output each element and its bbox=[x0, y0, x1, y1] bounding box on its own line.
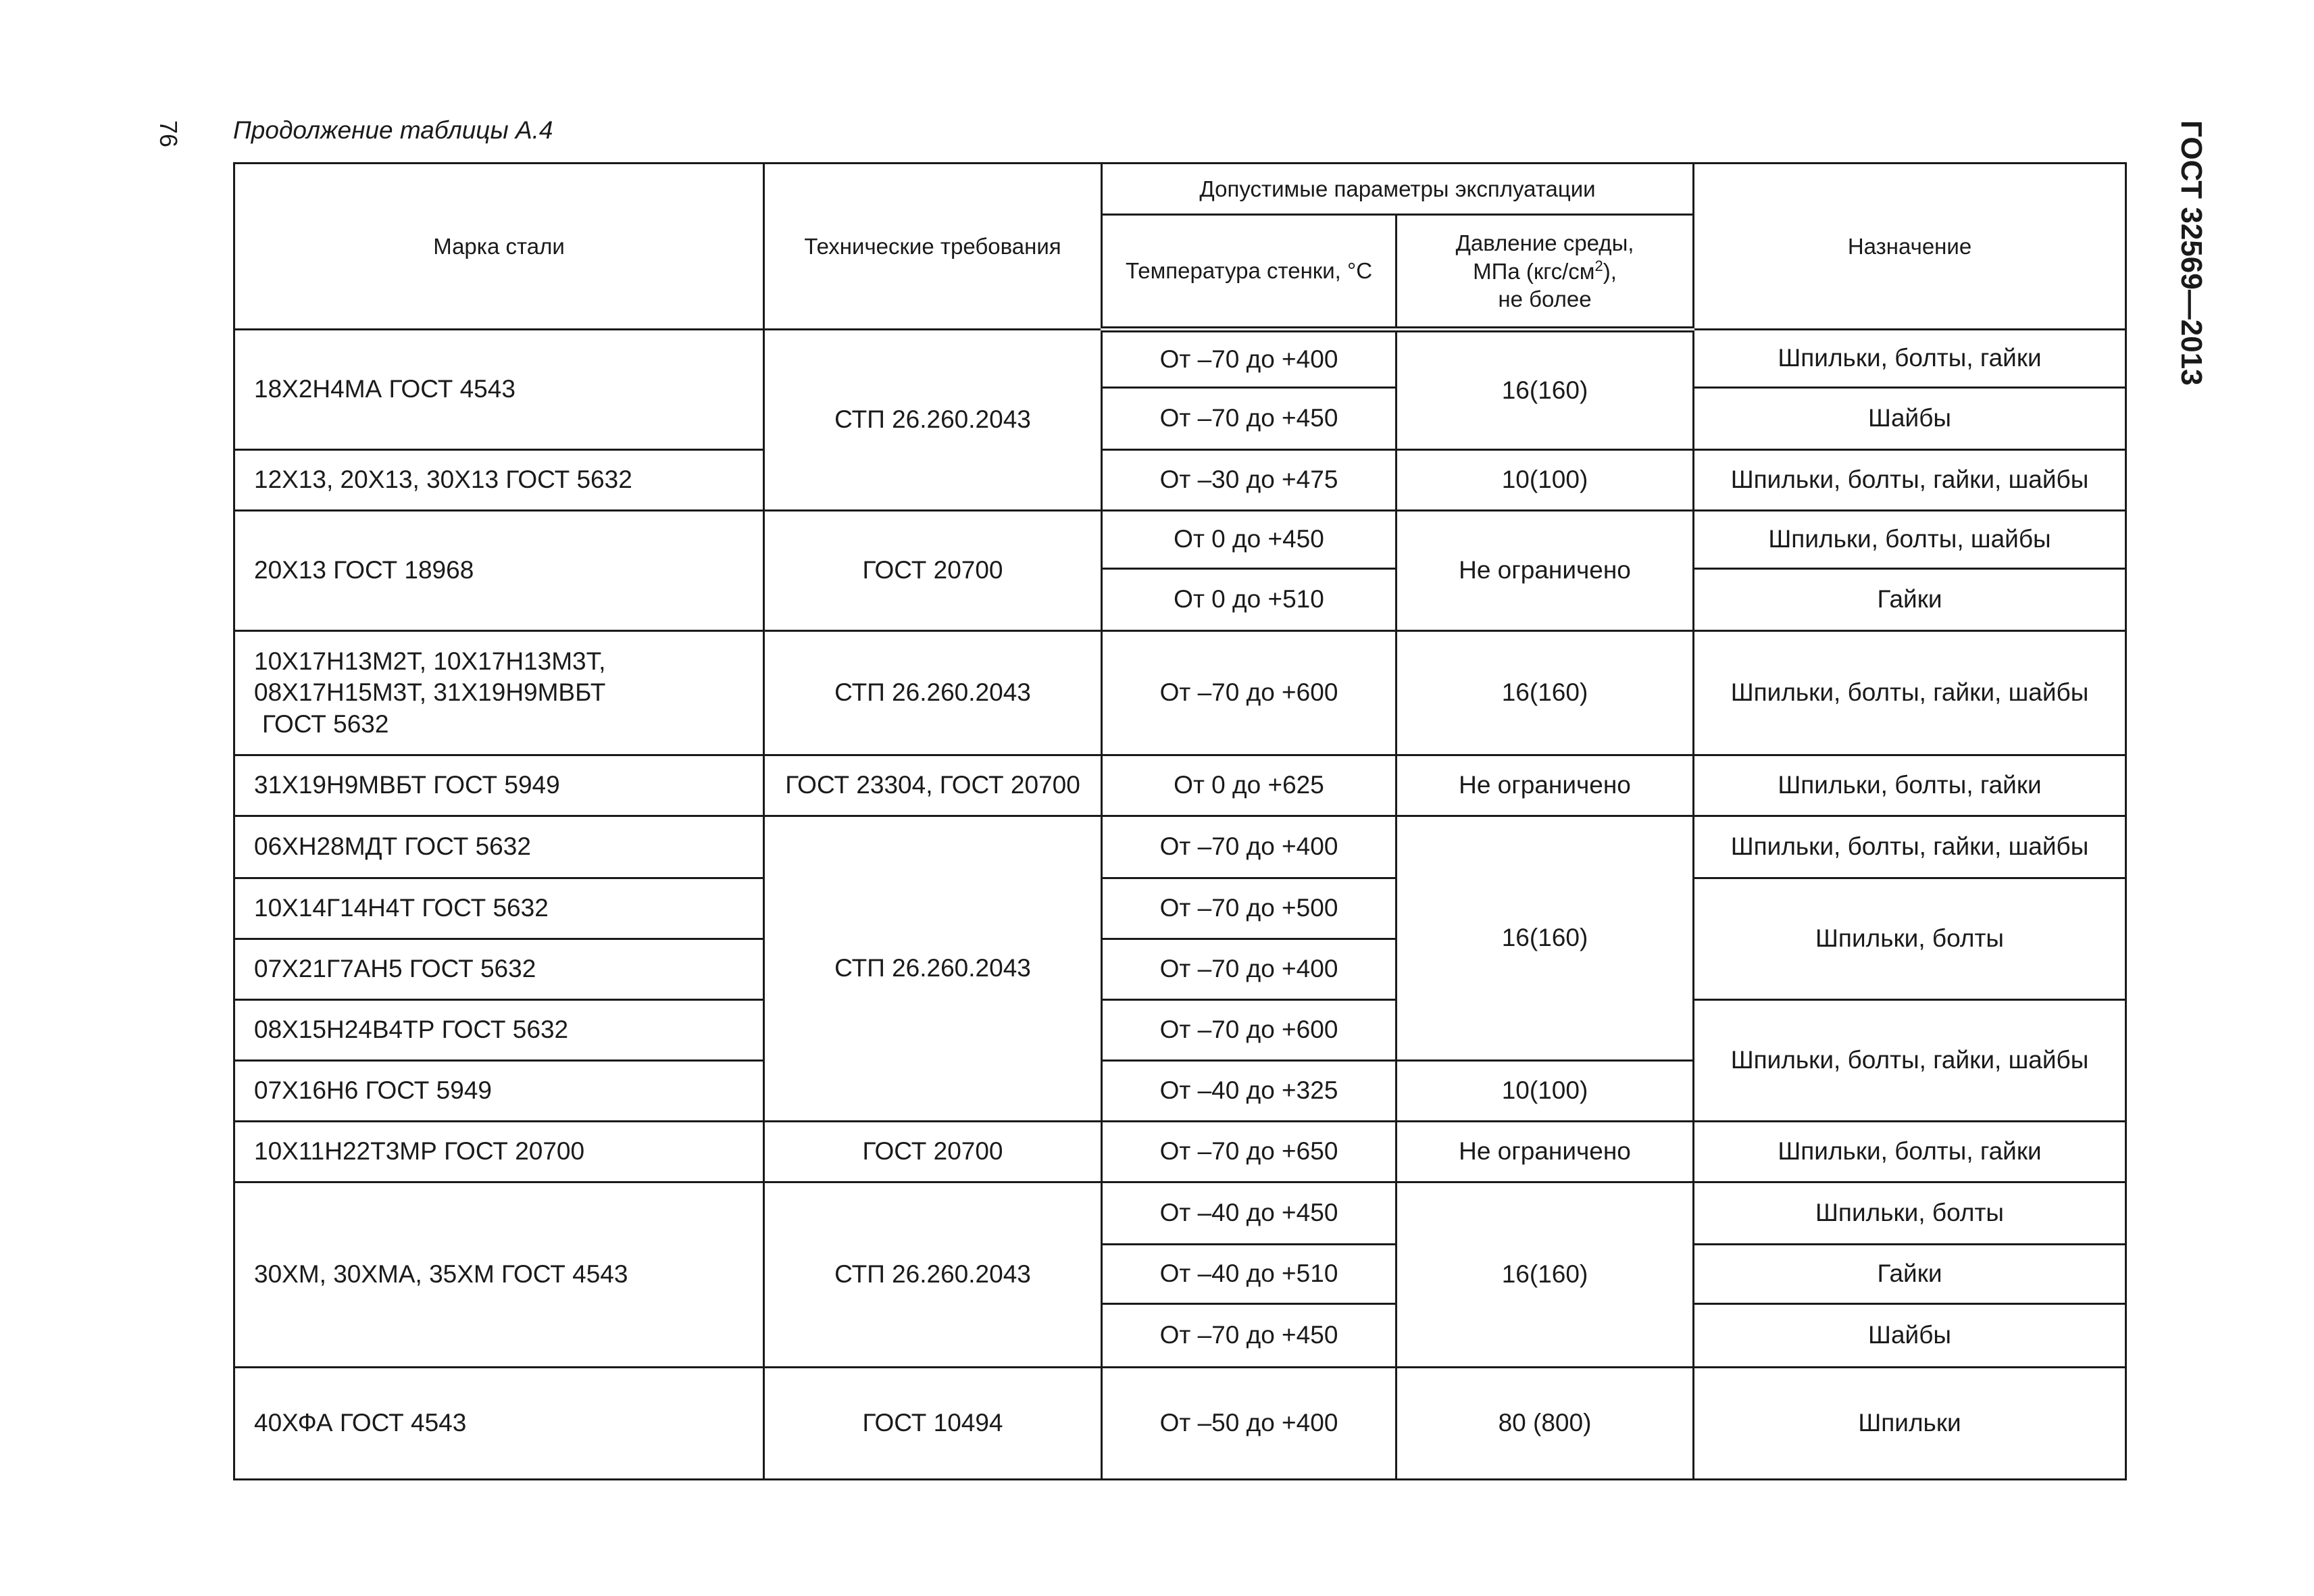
cell-purpose: Шпильки, болты, гайки bbox=[1694, 755, 2126, 816]
cell-pressure: Не ограничено bbox=[1397, 1122, 1694, 1182]
header-pressure bbox=[1397, 215, 1694, 330]
page-number: 76 bbox=[155, 120, 182, 148]
cell-pressure: 16(160) bbox=[1397, 330, 1694, 450]
cell-purpose: Шпильки, болты, гайки, шайбы bbox=[1694, 631, 2126, 755]
cell-purpose: Шайбы bbox=[1694, 1304, 2126, 1368]
cell-steel-grade: 18Х2Н4МА ГОСТ 4543 bbox=[234, 330, 764, 450]
document-code: ГОСТ 32569—2013 bbox=[2175, 120, 2208, 386]
steel-parameters-table bbox=[233, 162, 2127, 1480]
steel-grade-line: ГОСТ 5632 bbox=[262, 709, 389, 738]
table-row bbox=[234, 330, 2126, 388]
table-row bbox=[234, 1000, 2126, 1061]
header-tech-requirements: Технические требования bbox=[764, 164, 1102, 330]
cell-pressure: 16(160) bbox=[1397, 1182, 1694, 1368]
cell-temperature: От –50 до +400 bbox=[1102, 1368, 1397, 1480]
cell-temperature: От 0 до +625 bbox=[1102, 755, 1397, 816]
cell-temperature: От –70 до +450 bbox=[1102, 388, 1397, 450]
cell-pressure: 16(160) bbox=[1397, 631, 1694, 755]
cell-temperature: От –70 до +400 bbox=[1102, 816, 1397, 878]
cell-tech-req: СТП 26.260.2043 bbox=[764, 1182, 1102, 1368]
cell-temperature: От –40 до +510 bbox=[1102, 1245, 1397, 1304]
cell-purpose: Шпильки bbox=[1694, 1368, 2126, 1480]
cell-tech-req: СТП 26.260.2043 bbox=[764, 330, 1102, 511]
table-row bbox=[234, 1182, 2126, 1245]
table-caption: Продолжение таблицы А.4 bbox=[233, 116, 553, 144]
cell-tech-req: ГОСТ 20700 bbox=[764, 511, 1102, 631]
cell-steel-grade: 20Х13 ГОСТ 18968 bbox=[234, 511, 764, 631]
cell-temperature: От –70 до +650 bbox=[1102, 1122, 1397, 1182]
cell-temperature: От –40 до +450 bbox=[1102, 1182, 1397, 1245]
header-pressure-line3: не более bbox=[1498, 286, 1592, 312]
header-temperature: Температура стенки, °С bbox=[1102, 215, 1397, 330]
table-row bbox=[234, 755, 2126, 816]
cell-steel-grade: 10Х14Г14Н4Т ГОСТ 5632 bbox=[234, 878, 764, 939]
steel-grade-line: 08Х17Н15М3Т, 31Х19Н9МВБТ bbox=[254, 678, 606, 707]
cell-temperature: От 0 до +510 bbox=[1102, 569, 1397, 631]
cell-tech-req: ГОСТ 10494 bbox=[764, 1368, 1102, 1480]
cell-tech-req: ГОСТ 23304, ГОСТ 20700 bbox=[764, 755, 1102, 816]
header-pressure-line1: Давление среды, bbox=[1455, 230, 1634, 255]
cell-pressure: 10(100) bbox=[1397, 1061, 1694, 1122]
cell-purpose: Гайки bbox=[1694, 569, 2126, 631]
cell-purpose: Шпильки, болты bbox=[1694, 878, 2126, 1000]
cell-steel-grade: 10Х11Н22Т3МР ГОСТ 20700 bbox=[234, 1122, 764, 1182]
cell-temperature: От –70 до +400 bbox=[1102, 330, 1397, 388]
table-row bbox=[234, 631, 2126, 755]
cell-purpose: Шпильки, болты, гайки, шайбы bbox=[1694, 450, 2126, 511]
table-row bbox=[234, 816, 2126, 878]
table-row bbox=[234, 1368, 2126, 1480]
header-operating-params: Допустимые параметры эксплуатации bbox=[1102, 164, 1694, 215]
cell-pressure: Не ограничено bbox=[1397, 755, 1694, 816]
cell-purpose: Шпильки, болты, шайбы bbox=[1694, 511, 2126, 569]
cell-temperature: От 0 до +450 bbox=[1102, 511, 1397, 569]
cell-steel-grade: 12Х13, 20Х13, 30Х13 ГОСТ 5632 bbox=[234, 450, 764, 511]
cell-steel-grade: 30ХМ, 30ХМА, 35ХМ ГОСТ 4543 bbox=[234, 1182, 764, 1368]
cell-steel-grade: 07Х16Н6 ГОСТ 5949 bbox=[234, 1061, 764, 1122]
header-steel-grade: Марка стали bbox=[234, 164, 764, 330]
cell-temperature: От –40 до +325 bbox=[1102, 1061, 1397, 1122]
cell-steel-grade: 07Х21Г7АН5 ГОСТ 5632 bbox=[234, 939, 764, 1000]
cell-pressure: 10(100) bbox=[1397, 450, 1694, 511]
cell-purpose: Гайки bbox=[1694, 1245, 2126, 1304]
table-row bbox=[234, 511, 2126, 569]
cell-tech-req: ГОСТ 20700 bbox=[764, 1122, 1102, 1182]
cell-steel-grade: 08Х15Н24В4ТР ГОСТ 5632 bbox=[234, 1000, 764, 1061]
cell-purpose: Шайбы bbox=[1694, 388, 2126, 450]
cell-steel-grade: 31Х19Н9МВБТ ГОСТ 5949 bbox=[234, 755, 764, 816]
header-pressure-unit: МПа (кгс/см bbox=[1473, 258, 1595, 284]
cell-temperature: От –70 до +400 bbox=[1102, 939, 1397, 1000]
header-purpose: Назначение bbox=[1694, 164, 2126, 330]
table-row bbox=[234, 450, 2126, 511]
cell-steel-grade bbox=[234, 631, 764, 755]
cell-purpose: Шпильки, болты, гайки bbox=[1694, 1122, 2126, 1182]
cell-temperature: От –70 до +500 bbox=[1102, 878, 1397, 939]
cell-purpose: Шпильки, болты, гайки bbox=[1694, 330, 2126, 388]
cell-temperature: От –70 до +600 bbox=[1102, 631, 1397, 755]
table-row bbox=[234, 878, 2126, 939]
cell-temperature: От –70 до +600 bbox=[1102, 1000, 1397, 1061]
cell-steel-grade: 40ХФА ГОСТ 4543 bbox=[234, 1368, 764, 1480]
header-pressure-sup: 2 bbox=[1594, 257, 1603, 274]
cell-pressure: Не ограничено bbox=[1397, 511, 1694, 631]
cell-purpose: Шпильки, болты, гайки, шайбы bbox=[1694, 816, 2126, 878]
steel-grade-line: 10Х17Н13М2Т, 10Х17Н13М3Т, bbox=[254, 647, 606, 676]
cell-steel-grade: 06ХН28МДТ ГОСТ 5632 bbox=[234, 816, 764, 878]
cell-tech-req: СТП 26.260.2043 bbox=[764, 816, 1102, 1122]
cell-temperature: От –70 до +450 bbox=[1102, 1304, 1397, 1368]
cell-pressure: 16(160) bbox=[1397, 816, 1694, 1061]
cell-pressure: 80 (800) bbox=[1397, 1368, 1694, 1480]
cell-temperature: От –30 до +475 bbox=[1102, 450, 1397, 511]
table-row bbox=[234, 1122, 2126, 1182]
header-pressure-unit-end: ), bbox=[1603, 258, 1617, 284]
cell-tech-req: СТП 26.260.2043 bbox=[764, 631, 1102, 755]
cell-purpose: Шпильки, болты bbox=[1694, 1182, 2126, 1245]
cell-purpose: Шпильки, болты, гайки, шайбы bbox=[1694, 1000, 2126, 1122]
table-header-row bbox=[234, 164, 2126, 215]
